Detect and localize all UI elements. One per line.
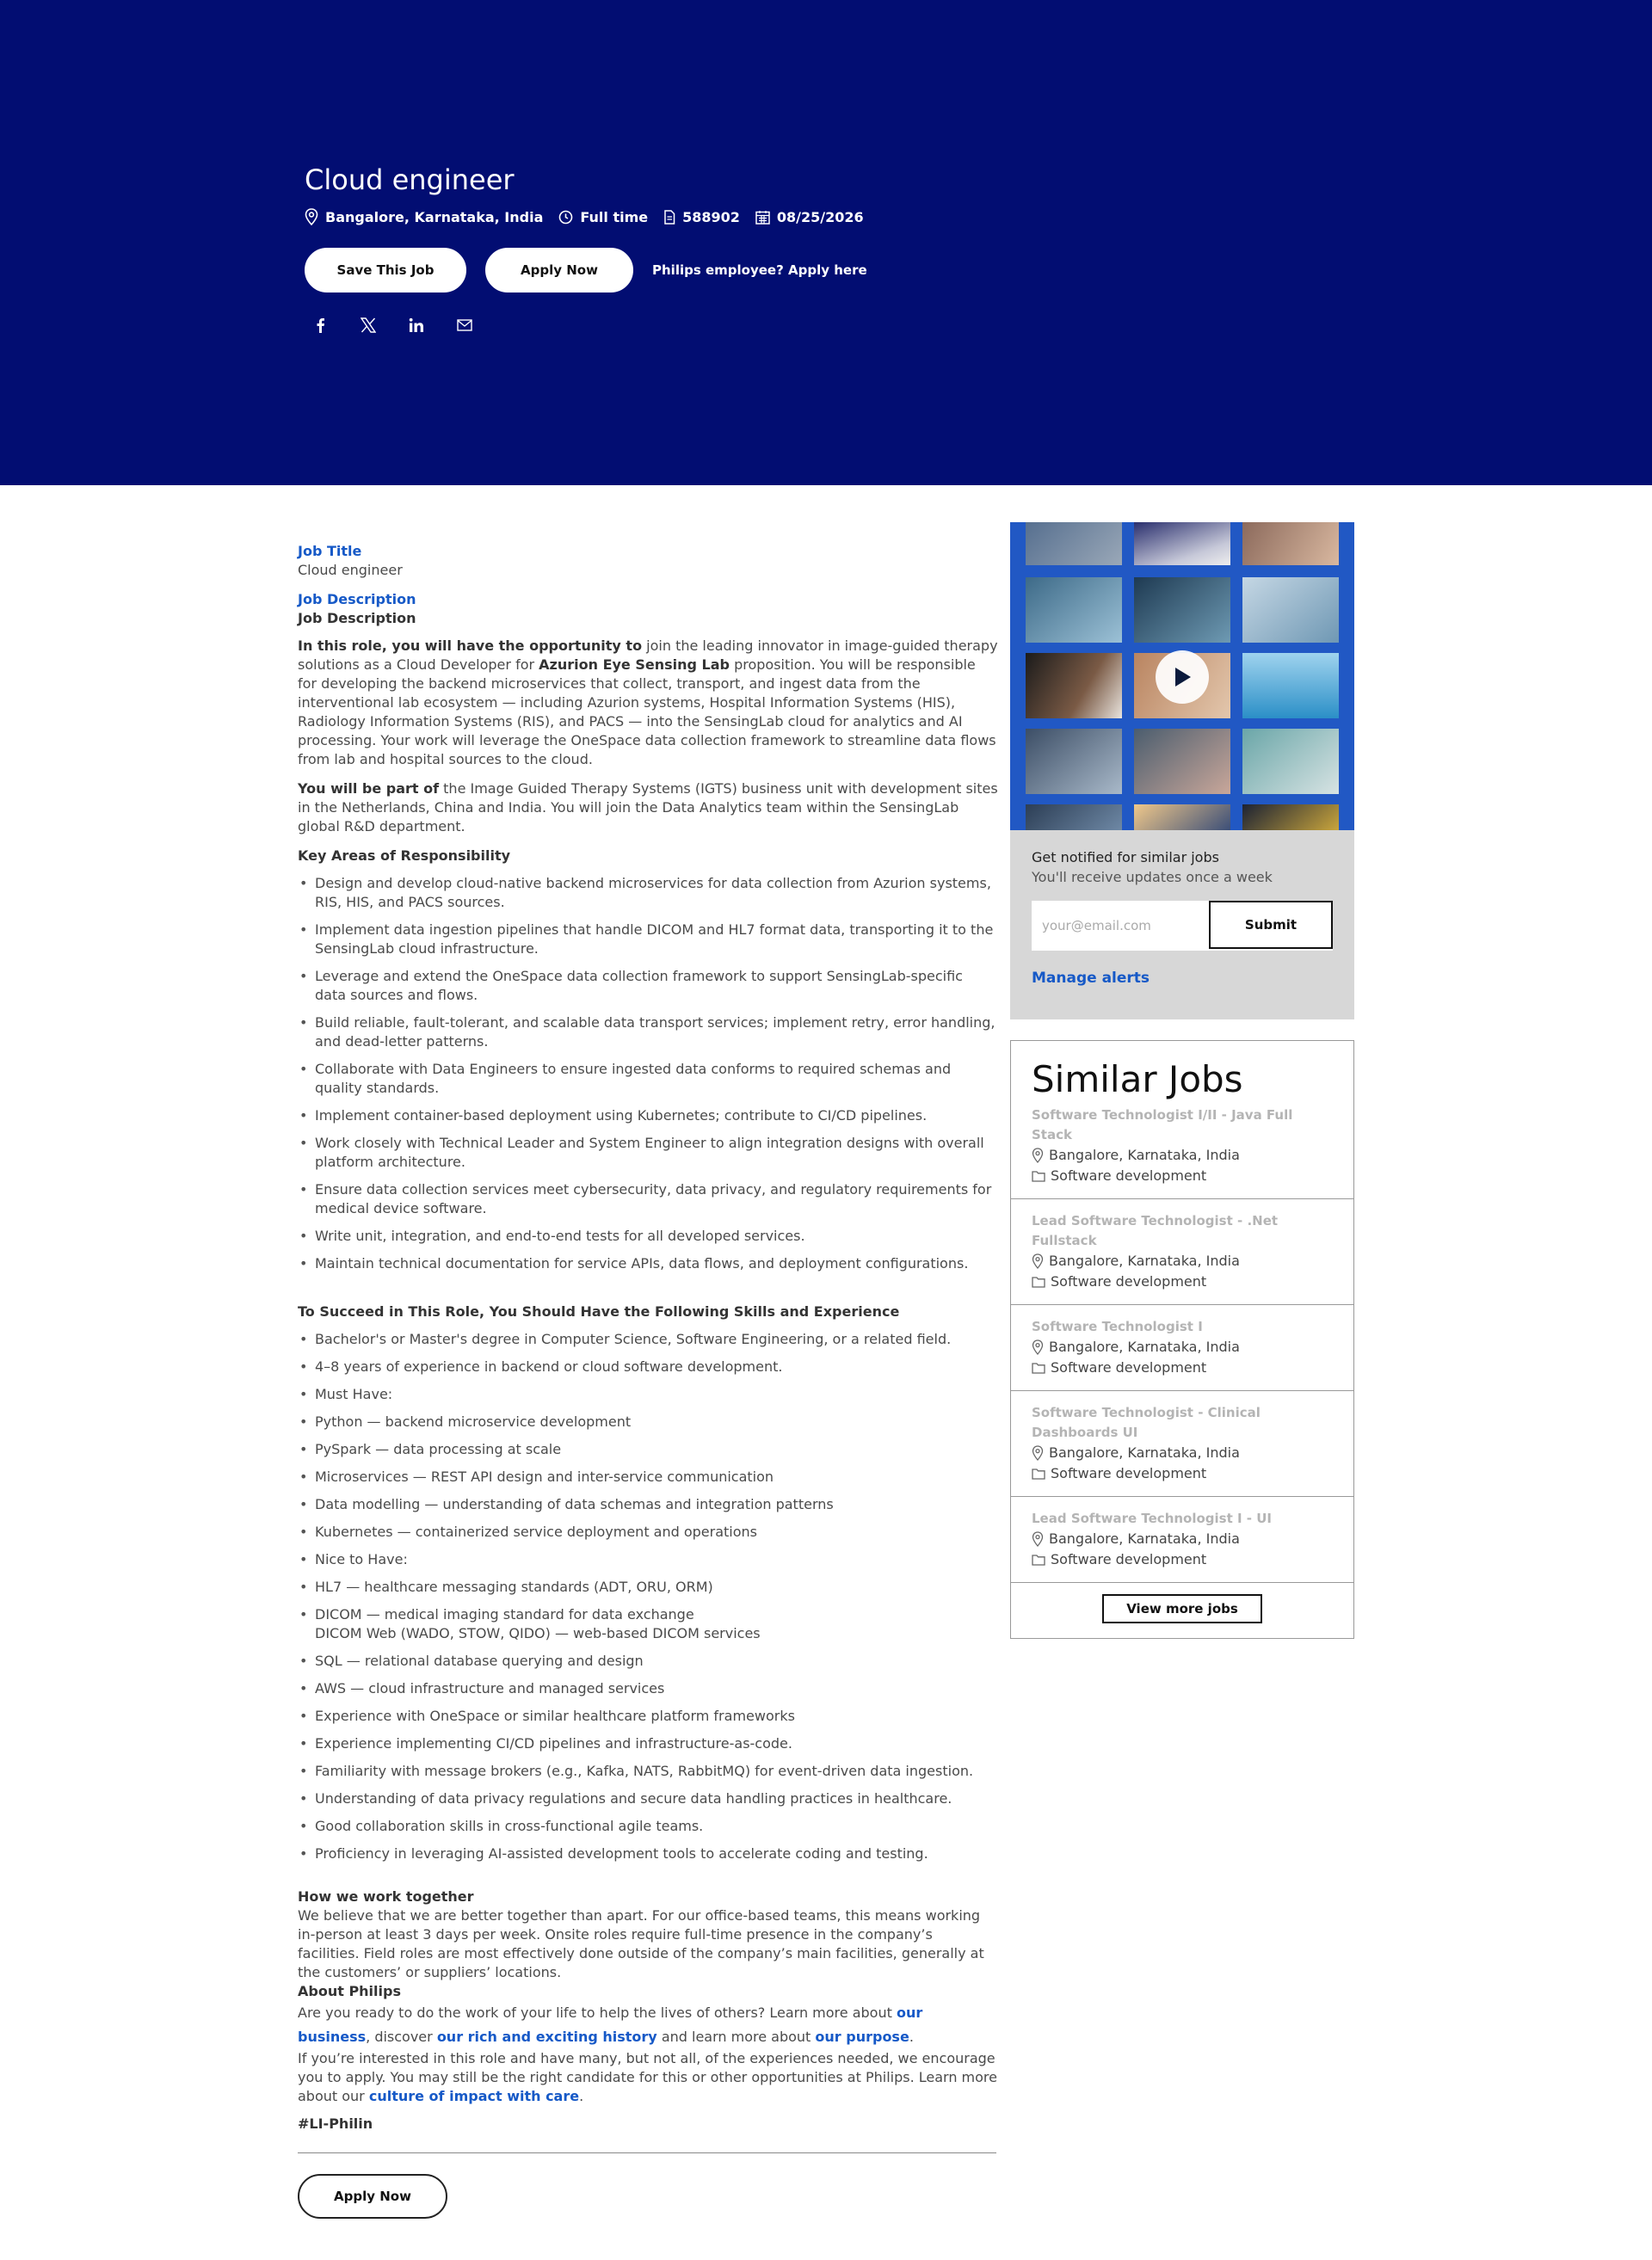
- video-tile: [1242, 729, 1339, 794]
- email-input[interactable]: [1032, 901, 1207, 951]
- similar-jobs-title: Similar Jobs: [1032, 1058, 1243, 1100]
- list-item: • Bachelor's or Master's degree in Computer Science, Software Engineering, or a related field.: [298, 1330, 998, 1349]
- meta-job-type-text: Full time: [580, 208, 649, 225]
- video-tile: [1242, 522, 1339, 565]
- meta-location: [305, 208, 543, 225]
- team-paragraph: [298, 779, 998, 836]
- folder-icon: [1032, 1276, 1045, 1288]
- video-tile: [1134, 522, 1230, 565]
- key-areas-heading: Key Areas of Responsibility: [298, 847, 511, 864]
- meta-location-text: Bangalore, Karnataka, India: [325, 208, 544, 225]
- alert-form: [1032, 901, 1333, 951]
- list-item: • AWS — cloud infrastructure and managed services: [298, 1679, 998, 1698]
- list-item: • Nice to Have:: [298, 1550, 998, 1569]
- similar-job-location: [1032, 1529, 1333, 1549]
- list-item: • 4–8 years of experience in backend or cloud software development.: [298, 1358, 998, 1376]
- meta-job-type: [558, 209, 648, 225]
- video-tile: [1242, 577, 1339, 643]
- similar-job-category-text: Software development: [1051, 1167, 1207, 1184]
- about-text-d: .: [909, 2029, 914, 2045]
- page-title: Cloud engineer: [305, 163, 515, 196]
- similar-job-location: [1032, 1145, 1333, 1166]
- similar-job-title[interactable]: Software Technologist I/II - Java Full Stack: [1032, 1107, 1293, 1142]
- list-item: • Maintain technical documentation for service APIs, data flows, and deployment configurations.: [298, 1254, 998, 1273]
- video-tile: [1026, 804, 1122, 830]
- similar-job-location: [1032, 1251, 1333, 1272]
- similar-job-location: [1032, 1337, 1333, 1358]
- similar-job-category: [1032, 1166, 1333, 1186]
- video-tile: [1026, 522, 1122, 565]
- similar-job-title[interactable]: Software Technologist - Clinical Dashboards UI: [1032, 1405, 1261, 1440]
- clock-icon: [558, 210, 573, 225]
- facebook-icon[interactable]: [310, 315, 330, 336]
- history-link[interactable]: our rich and exciting history: [436, 2029, 657, 2045]
- list-item: • Experience with OneSpace or similar healthcare platform frameworks: [298, 1707, 998, 1726]
- list-item: • Kubernetes — containerized service deployment and operations: [298, 1523, 998, 1542]
- similar-job-item[interactable]: [1011, 1496, 1353, 1582]
- list-item: • Python — backend microservice development: [298, 1413, 998, 1432]
- similar-job-category: [1032, 1463, 1333, 1484]
- list-item: • Implement container-based deployment using Kubernetes; contribute to CI/CD pipelines.: [298, 1106, 998, 1125]
- email-icon[interactable]: [454, 315, 475, 336]
- intro-paragraph: [298, 637, 998, 769]
- similar-job-category-text: Software development: [1051, 1273, 1207, 1290]
- list-item: • SQL — relational database querying and design: [298, 1652, 998, 1671]
- linkedin-icon[interactable]: [406, 315, 427, 336]
- purpose-link[interactable]: our purpose: [815, 2029, 909, 2045]
- list-item: • Must Have:: [298, 1385, 998, 1404]
- team-lead: You will be part of: [298, 780, 440, 797]
- list-item: • HL7 — healthcare messaging standards (ADT, ORU, ORM): [298, 1578, 998, 1597]
- similar-job-title[interactable]: Lead Software Technologist I - UI: [1032, 1511, 1273, 1526]
- hero-banner: [0, 0, 1652, 485]
- job-alert-panel: [1010, 830, 1354, 1019]
- list-item: • PySpark — data processing at scale: [298, 1440, 998, 1459]
- intro-text-a: join the leading innovator in image-guided therapy solutions as a Cloud Developer for: [298, 637, 998, 673]
- list-item: • Familiarity with message brokers (e.g., Kafka, NATS, RabbitMQ) for event-driven data ingestion.: [298, 1762, 998, 1781]
- video-tile: [1026, 653, 1122, 718]
- video-tile: [1134, 577, 1230, 643]
- about-text-a: Are you ready to do the work of your life to help the lives of others? Learn more about: [298, 2004, 897, 2021]
- similar-job-location-text: Bangalore, Karnataka, India: [1049, 1253, 1240, 1269]
- similar-job-title[interactable]: Lead Software Technologist - .Net Fullstack: [1032, 1213, 1279, 1248]
- list-item: • Leverage and extend the OneSpace data collection framework to support SensingLab-specific data sources and flows.: [298, 967, 998, 1005]
- similar-job-location-text: Bangalore, Karnataka, India: [1049, 1147, 1240, 1163]
- similar-job-location-text: Bangalore, Karnataka, India: [1049, 1339, 1240, 1355]
- job-description-heading: Job Description: [298, 610, 416, 626]
- apply-now-button[interactable]: Apply Now: [485, 248, 633, 293]
- meta-job-id-text: 588902: [682, 208, 740, 225]
- intro-product: Azurion Eye Sensing Lab: [539, 656, 730, 673]
- view-more-row: [1011, 1582, 1353, 1634]
- about-text-c: and learn more about: [656, 2029, 816, 2045]
- document-icon: [663, 210, 675, 225]
- similar-job-item[interactable]: [1011, 1304, 1353, 1390]
- list-item: • Experience implementing CI/CD pipelines and infrastructure-as-code.: [298, 1734, 998, 1753]
- video-tile: [1242, 653, 1339, 718]
- alert-subtitle: You'll receive updates once a week: [1032, 869, 1273, 885]
- similar-job-title[interactable]: Software Technologist I: [1032, 1319, 1203, 1334]
- divider: [298, 2152, 996, 2153]
- interest-text-a: If you’re interested in this role and have many, but not all, of the experiences needed, we encourage you to apply. You may still be the right candidate for this or other opportunities at Philips. Learn more about our: [298, 2050, 997, 2104]
- video-tile: [1026, 729, 1122, 794]
- view-more-jobs-button[interactable]: View more jobs: [1102, 1594, 1262, 1623]
- similar-job-location-text: Bangalore, Karnataka, India: [1049, 1444, 1240, 1461]
- similar-jobs-panel: [1010, 1040, 1354, 1639]
- job-title-label: Job Title: [298, 543, 362, 559]
- skills-list: [298, 1330, 998, 1863]
- folder-icon: [1032, 1362, 1045, 1374]
- similar-job-category: [1032, 1549, 1333, 1570]
- social-share: [310, 315, 502, 336]
- similar-job-category: [1032, 1358, 1333, 1378]
- location-pin-icon: [1032, 1148, 1044, 1163]
- similar-job-category: [1032, 1272, 1333, 1292]
- manage-alerts-link[interactable]: Manage alerts: [1032, 970, 1150, 987]
- location-pin-icon: [305, 208, 318, 225]
- work-heading: How we work together: [298, 1888, 474, 1905]
- calendar-icon: [755, 210, 770, 225]
- location-pin-icon: [1032, 1339, 1044, 1355]
- meta-date-text: 08/25/2026: [776, 208, 864, 225]
- list-item: • Data modelling — understanding of data schemas and integration patterns: [298, 1495, 998, 1514]
- location-pin-icon: [1032, 1253, 1044, 1269]
- about-heading: About Philips: [298, 1983, 401, 1999]
- folder-icon: [1032, 1170, 1045, 1182]
- list-item: • Design and develop cloud-native backend microservices for data collection from Azurion systems, RIS, HIS, and PACS sources.: [298, 874, 998, 912]
- similar-job-category-text: Software development: [1051, 1359, 1207, 1376]
- submit-button[interactable]: Submit: [1209, 901, 1333, 949]
- apply-now-bottom-button[interactable]: Apply Now: [298, 2174, 447, 2219]
- intro-lead: In this role, you will have the opportunity to: [298, 637, 643, 654]
- job-description: [298, 542, 998, 2219]
- video-tile: [1242, 804, 1339, 830]
- intro-text-b: proposition. You will be responsible for developing the backend microservices that collect, transport, and ingest data from the interventional lab ecosystem — including Azurion systems, Hospital Information Systems (HIS), Radiology Information Systems (RIS), and PACS — into the SensingLab cloud for analytics and AI processing. Your work will leverage the OneSpace data collection framework to streamline data flows from lab and hospital sources to the cloud.: [298, 656, 996, 767]
- about-text-b: , discover: [366, 2029, 437, 2045]
- list-item: • Ensure data collection services meet cybersecurity, data privacy, and regulatory requirements for medical device software.: [298, 1180, 998, 1218]
- list-item: • Understanding of data privacy regulations and secure data handling practices in healthcare.: [298, 1789, 998, 1808]
- interest-text-b: .: [579, 2088, 584, 2104]
- list-item: • Collaborate with Data Engineers to ensure ingested data conforms to required schemas and quality standards.: [298, 1060, 998, 1098]
- similar-job-location: [1032, 1443, 1333, 1463]
- list-item: • Proficiency in leveraging AI-assisted development tools to accelerate coding and testing.: [298, 1844, 998, 1863]
- hashtag: #LI-Philin: [298, 2115, 373, 2132]
- list-item: • Write unit, integration, and end-to-end tests for all developed services.: [298, 1227, 998, 1246]
- list-item: • Implement data ingestion pipelines that handle DICOM and HL7 format data, transporting it to the SensingLab cloud infrastructure.: [298, 921, 998, 958]
- location-pin-icon: [1032, 1531, 1044, 1547]
- folder-icon: [1032, 1468, 1045, 1480]
- save-job-button[interactable]: Save This Job: [305, 248, 466, 293]
- alert-title: Get notified for similar jobs: [1032, 849, 1219, 865]
- similar-job-category-text: Software development: [1051, 1465, 1207, 1481]
- list-item: • Build reliable, fault-tolerant, and scalable data transport services; implement retry, error handling, and dead-letter patterns.: [298, 1013, 998, 1051]
- meta-date: [755, 209, 864, 225]
- play-icon[interactable]: [1156, 650, 1209, 704]
- employee-apply-link[interactable]: Philips employee? Apply here: [652, 262, 867, 278]
- key-areas-list: [298, 874, 998, 1273]
- culture-link[interactable]: culture of impact with care: [368, 2088, 580, 2104]
- similar-job-item[interactable]: [1011, 1105, 1353, 1198]
- list-item: • Good collaboration skills in cross-functional agile teams.: [298, 1817, 998, 1836]
- location-pin-icon: [1032, 1445, 1044, 1461]
- job-title-value: Cloud engineer: [298, 562, 403, 578]
- list-item: • Work closely with Technical Leader and System Engineer to align integration designs with overall platform architecture.: [298, 1134, 998, 1172]
- hero-actions: [305, 248, 867, 293]
- similar-job-item[interactable]: [1011, 1198, 1353, 1304]
- list-item: • DICOM — medical imaging standard for data exchange DICOM Web (WADO, STOW, QIDO) — web-based DICOM services: [298, 1605, 998, 1643]
- x-icon[interactable]: [358, 315, 379, 336]
- folder-icon: [1032, 1554, 1045, 1566]
- similar-job-item[interactable]: [1011, 1390, 1353, 1496]
- video-tile: [1134, 729, 1230, 794]
- similar-job-location-text: Bangalore, Karnataka, India: [1049, 1530, 1240, 1547]
- team-text: the Image Guided Therapy Systems (IGTS) business unit with development sites in the Netherlands, China and India. You will join the Data Analytics team within the SensingLab global R&D department.: [298, 780, 998, 834]
- job-description-label: Job Description: [298, 591, 416, 607]
- list-item: • Microservices — REST API design and inter-service communication: [298, 1468, 998, 1487]
- work-paragraph: We believe that we are better together than apart. For our office-based teams, this means working in-person at least 3 days per week. Onsite roles require full-time presence in the company’s facilities. Field roles are most effectively done outside of the company’s main facilities, generally at the customers’ or suppliers’ locations.: [298, 1907, 984, 1980]
- video-tile: [1026, 577, 1122, 643]
- similar-job-category-text: Software development: [1051, 1551, 1207, 1567]
- our-business-link[interactable]: our business: [298, 2004, 923, 2045]
- job-meta: [305, 208, 879, 225]
- about-paragraph: [298, 2001, 998, 2049]
- interest-paragraph: [298, 2049, 998, 2106]
- meta-job-id: [663, 209, 740, 225]
- skills-heading: To Succeed in This Role, You Should Have the Following Skills and Experience: [298, 1303, 900, 1320]
- video-tile: [1134, 804, 1230, 830]
